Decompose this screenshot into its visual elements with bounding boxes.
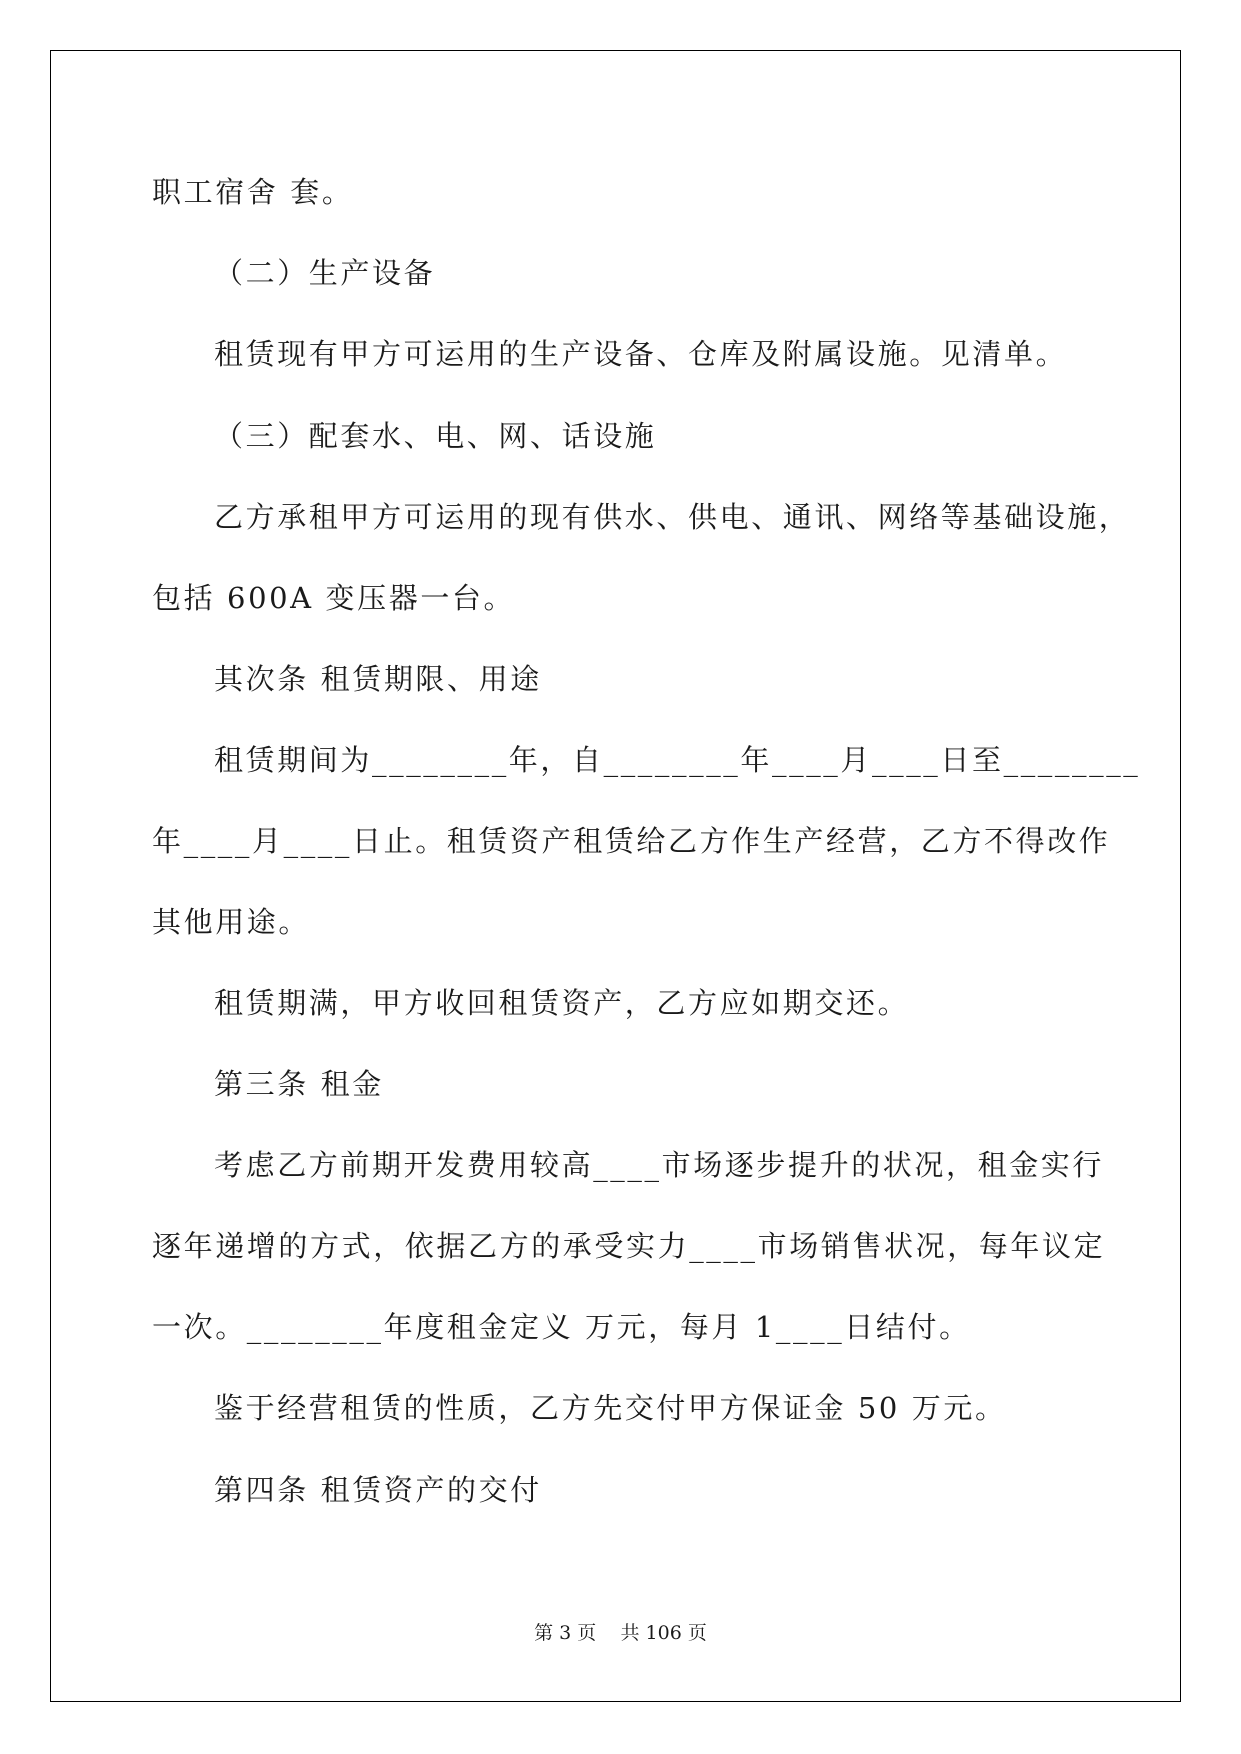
paragraph-line: 逐年递增的方式，依据乙方的承受实力____市场销售状况，每年议定	[152, 1229, 1106, 1263]
paragraph-line: 年____月____日止。租赁资产租赁给乙方作生产经营，乙方不得改作	[152, 824, 1111, 858]
page-footer	[0, 1622, 1241, 1644]
paragraph-line: 一次。________年度租金定义 万元，每月 1____日结付。	[152, 1310, 971, 1344]
paragraph-line: 租赁期间为________年，自________年____月____日至________	[214, 743, 1141, 777]
paragraph-line: 职工宿舍 套。	[152, 175, 354, 209]
section-heading: （三）配套水、电、网、话设施	[214, 419, 657, 453]
total-pages: 共 106 页	[620, 1622, 707, 1644]
article-heading: 第三条 租金	[214, 1067, 384, 1101]
paragraph-line: 考虑乙方前期开发费用较高____市场逐步提升的状况，租金实行	[214, 1148, 1105, 1182]
article-heading: 其次条 租赁期限、用途	[214, 662, 542, 696]
section-heading: （二）生产设备	[214, 256, 436, 290]
article-heading: 第四条 租赁资产的交付	[214, 1473, 542, 1507]
page-number: 第 3 页	[534, 1622, 597, 1644]
paragraph-line: 乙方承租甲方可运用的现有供水、供电、通讯、网络等基础设施，	[214, 500, 1131, 534]
paragraph-line: 租赁现有甲方可运用的生产设备、仓库及附属设施。见清单。	[214, 337, 1068, 371]
paragraph-line: 其他用途。	[152, 905, 311, 939]
paragraph-line: 租赁期满，甲方收回租赁资产，乙方应如期交还。	[214, 986, 910, 1020]
paragraph-line: 鉴于经营租赁的性质，乙方先交付甲方保证金 50 万元。	[214, 1391, 1007, 1425]
page-border	[50, 50, 1181, 1702]
paragraph-line: 包括 600A 变压器一台。	[152, 581, 516, 615]
